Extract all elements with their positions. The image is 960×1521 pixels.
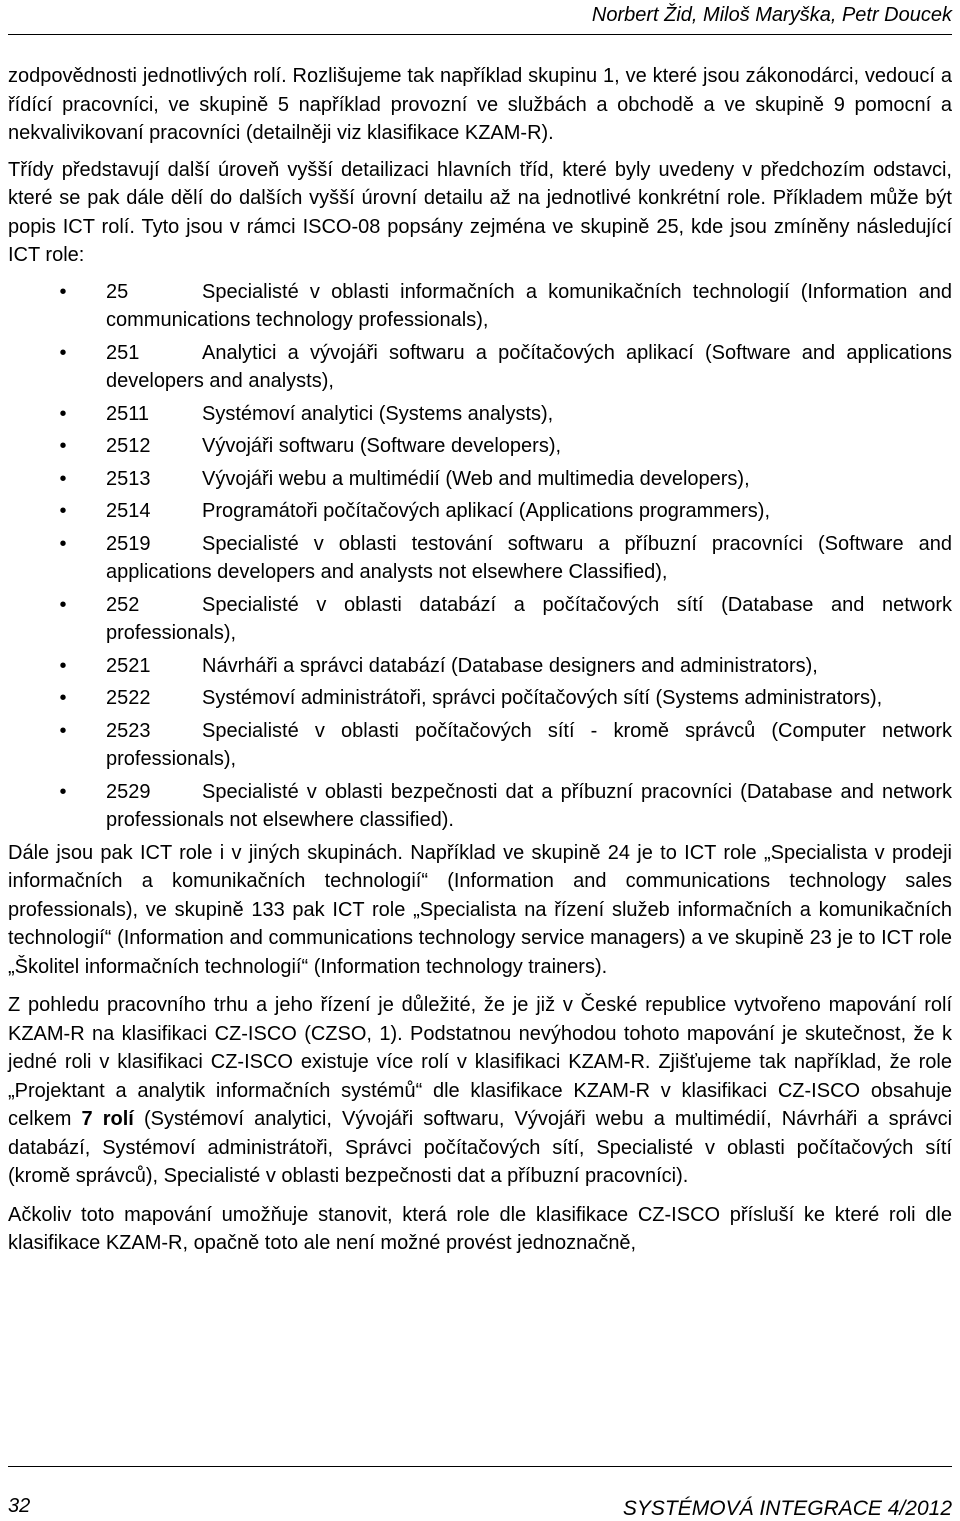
role-code: 2523	[106, 719, 151, 742]
list-item	[8, 497, 952, 526]
role-text: Systémoví analytici (Systems analysts),	[202, 402, 554, 425]
role-text: Specialisté v oblasti informačních a komunikačních technologií (Information and communications technology professionals),	[106, 280, 952, 331]
role-text: Vývojáři webu a multimédií (Web and multimedia developers),	[202, 467, 750, 490]
bullet-icon: •	[59, 435, 67, 457]
list-item	[8, 400, 952, 429]
role-code: 25	[106, 280, 129, 303]
paragraph: Třídy představují další úroveň vyšší detailizaci hlavních tříd, které byly uvedeny v předchozím odstavci, které se pak dále dělí do dalších vyšší úrovní detailu až na jednotlivé konkrétní role. Příkladem může být popis ICT rolí. Tyto jsou v rámci ISCO-08 popsány zejména ve skupině 25, kde jsou zmíněny následující ICT role:	[8, 158, 952, 266]
role-code: 2529	[106, 780, 151, 803]
bullet-icon: •	[59, 280, 67, 303]
running-header: Norbert Žid, Miloš Maryška, Petr Doucek	[591, 4, 952, 26]
bullet-icon: •	[59, 500, 67, 522]
bullet-icon: •	[59, 402, 67, 425]
list-item	[8, 465, 952, 494]
bullet-icon: •	[59, 654, 67, 677]
list-item	[8, 684, 952, 713]
role-code: 251	[106, 341, 140, 364]
role-text: Programátoři počítačových aplikací (Applications programmers),	[202, 500, 770, 522]
ict-role-list	[8, 278, 952, 835]
header-rule	[8, 34, 952, 35]
role-text: Systémoví administrátoři, správci počítačových sítí (Systems administrators),	[202, 687, 883, 709]
emphasis-text: 7 rolí	[81, 1108, 134, 1130]
role-text: Návrháři a správci databází (Database designers and administrators),	[202, 654, 818, 677]
bullet-icon: •	[59, 719, 67, 742]
role-code: 2511	[106, 402, 150, 425]
list-item	[8, 339, 952, 396]
role-code: 252	[106, 593, 140, 616]
role-code: 2519	[106, 532, 151, 555]
list-item	[8, 278, 952, 335]
role-text: Specialisté v oblasti počítačových sítí - kromě správců (Computer network professionals),	[106, 719, 952, 770]
role-code: 2522	[106, 687, 151, 709]
paragraph-text: Z pohledu pracovního trhu a jeho řízení je důležité, že je již v České republice vytvořeno mapování rolí KZAM-R na klasifikaci CZ-ISCO (CZSO, 1). Podstatnou nevýhodou tohoto mapování je skutečnost, že k jedné roli v klasifikaci CZ-ISCO existuje více rolí v klasifikaci KZAM-R. Zjišťujeme tak například, že role „Projektant a analytik informačních systémů“ dle klasifikace KZAM-R v klasifikaci CZ-ISCO obsahuje celkem	[8, 994, 952, 1130]
role-code: 2521	[106, 654, 151, 677]
article-body	[8, 62, 952, 1258]
paragraph: zodpovědnosti jednotlivých rolí. Rozlišujeme tak například skupinu 1, ve které jsou zákonodárci, vedoucí a řídící pracovníci, ve skupině 5 například provozní ve službách a obchodě a ve skupině 9 pomocní a nekvalivikovaní pracovníci (detailněji viz klasifikace KZAM-R).	[8, 65, 952, 144]
bullet-icon: •	[59, 687, 67, 709]
list-item	[8, 591, 952, 648]
role-text: Vývojáři softwaru (Software developers),	[202, 435, 562, 457]
bullet-icon: •	[59, 532, 67, 555]
list-item	[8, 778, 952, 835]
bullet-icon: •	[59, 593, 67, 616]
paragraph: Ačkoliv toto mapování umožňuje stanovit, která role dle klasifikace CZ-ISCO přísluší ke které roli dle klasifikace KZAM-R, opačně toto ale není možné provést jednoznačně,	[8, 1203, 952, 1254]
footer-rule	[8, 1466, 952, 1467]
bullet-icon: •	[59, 780, 67, 803]
paragraph: Dále jsou pak ICT role i v jiných skupinách. Například ve skupině 24 je to ICT role „Specialista v prodeji informačních a komunikačních technologií“ (Information and communications technology sales professionals), ve skupině 133 pak ICT role „Specialista na řízení služeb informačních a komunikačních technologií“ (Information and communications technology service managers) a ve skupině 23 je to ICT role „Školitel informačních technologií“ (Information technology trainers).	[8, 841, 952, 978]
role-code: 2512	[106, 435, 151, 457]
role-text: Analytici a vývojáři softwaru a počítačových aplikací (Software and applications developers and analysts),	[106, 341, 952, 392]
page-number: 32	[8, 1495, 31, 1517]
journal-title: SYSTÉMOVÁ INTEGRACE 4/2012	[622, 1497, 952, 1520]
paragraph-text: (Systémoví analytici, Vývojáři softwaru, Vývojáři webu a multimédií, Návrháři a správci databází, Systémoví administrátoři, Správci počítačových sítí, Specialisté v oblasti počítačových sítí (kromě správců), Specialisté v oblasti bezpečnosti dat a příbuzní pracovníci).	[8, 1108, 953, 1187]
list-item	[8, 652, 952, 681]
list-item	[8, 432, 952, 461]
role-text: Specialisté v oblasti databází a počítačových sítí (Database and network professionals),	[106, 593, 952, 644]
bullet-icon: •	[59, 467, 67, 490]
role-text: Specialisté v oblasti bezpečnosti dat a příbuzní pracovníci (Database and network professionals not elsewhere classified).	[106, 780, 952, 831]
role-code: 2513	[106, 467, 151, 490]
list-item	[8, 530, 952, 587]
role-code: 2514	[106, 500, 151, 522]
bullet-icon: •	[59, 341, 67, 364]
paragraph	[8, 991, 952, 1191]
role-text: Specialisté v oblasti testování softwaru a příbuzní pracovníci (Software and applications developers and analysts not elsewhere Classified),	[106, 532, 952, 583]
list-item	[8, 717, 952, 774]
